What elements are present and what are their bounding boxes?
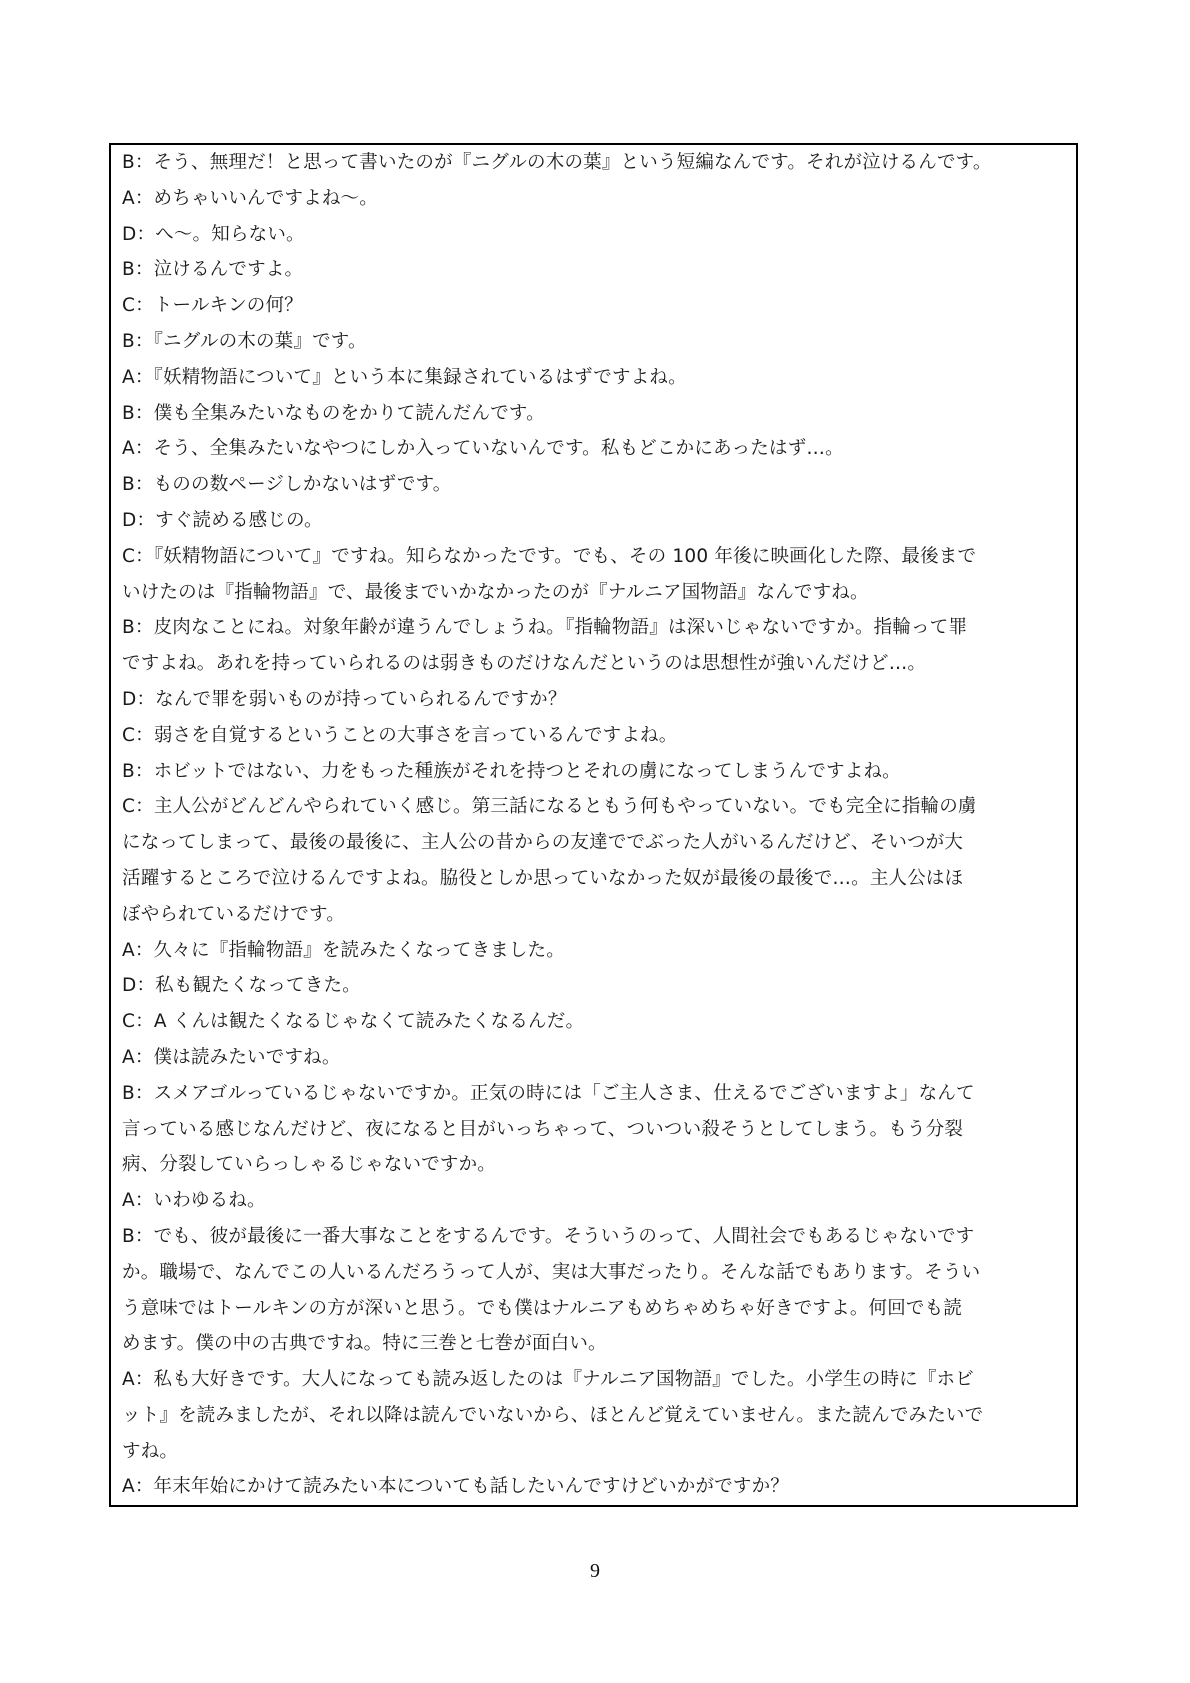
transcript-line: か。職場で、なんでこの人いるんだろうって人が、実は大事だったり。そんな話でもあります。そうい [122,1261,981,1283]
transcript-line: ですよね。あれを持っていられるのは弱きものだけなんだというのは思想性が強いんだけど…。 [122,653,927,675]
transcript-line: 言っている感じなんだけど、夜になると目がいっちゃって、ついつい殺そうとしてしまう。もう分裂 [122,1118,964,1140]
transcript-line: B：スメアゴルっているじゃないですか。正気の時には「ご主人さま、仕えるでございますよ」なんて [122,1082,975,1104]
transcript-line: C：トールキンの何？ [122,295,303,317]
transcript-line: D：へ〜。知らない。 [122,223,305,245]
transcript-line: 活躍するところで泣けるんですよね。脇役としか思っていなかった奴が最後の最後で…。主人公はほ [122,867,964,889]
transcript-line: 病、分裂していらっしゃるじゃないですか。 [122,1154,497,1176]
transcript-line: すね。 [122,1440,179,1462]
transcript-line: ぼやられているだけです。 [122,903,345,925]
transcript-line: B：でも、彼が最後に一番大事なことをするんです。そういうのって、人間社会でもあるじゃないです [122,1225,975,1247]
transcript-line: A：そう、全集みたいなやつにしか入っていないんです。私もどこかにあったはず…。 [122,438,844,460]
transcript-line: になってしまって、最後の最後に、主人公の昔からの友達ででぶった人がいるんだけど、そいつが大 [122,832,964,854]
page-number: 9 [590,1560,600,1582]
transcript-line: B：泣けるんですよ。 [122,259,304,281]
transcript-line: めます。僕の中の古典ですね。特に三巻と七巻が面白い。 [122,1333,607,1355]
transcript-line: D：すぐ読める感じの。 [122,509,323,531]
transcript-line: A：いわゆるね。 [122,1190,266,1212]
transcript-line: B：『ニグルの木の葉』です。 [122,330,367,352]
transcript-line: ット』を読みましたが、それ以降は読んでいないから、ほとんど覚えていません。また読んでみたいで [122,1404,984,1426]
transcript-line: う意味ではトールキンの方が深いと思う。でも僕はナルニアもめちゃめちゃ好きですよ。何回でも読 [122,1297,963,1319]
transcript-line: C：弱さを自覚するということの大事さを言っているんですよね。 [122,724,678,746]
transcript-line: B：ものの数ページしかないはずです。 [122,474,452,496]
transcript-lines [122,145,1066,1505]
transcript-line: A：私も大好きです。大人になっても読み返したのは『ナルニア国物語』でした。小学生の時に『ホビ [122,1369,974,1391]
transcript-line: A：久々に『指輪物語』を読みたくなってきました。 [122,939,565,961]
transcript-line: A：年末年始にかけて読みたい本についても話したいんですけどいかがですか？ [122,1476,789,1498]
transcript-line: C：主人公がどんどんやられていく感じ。第三話になるともう何もやっていない。でも完全に指輪の虜 [122,796,977,818]
transcript-line: A：僕は読みたいですね。 [122,1046,341,1068]
transcript-line: B：ホビットではない、力をもった種族がそれを持つとそれの虜になってしまうんですよね。 [122,760,901,782]
transcript-line: B：皮肉なことにね。対象年齢が違うんでしょうね。『指輪物語』は深いじゃないですか。指輪って罪 [122,617,968,639]
transcript-line: B：そう、無理だ！と思って書いたのが『ニグルの木の葉』という短編なんです。それが泣けるんです。 [122,152,992,173]
transcript-line: A：『妖精物語について』という本に集録されているはずですよね。 [122,366,687,388]
transcript-line: D：なんで罪を弱いものが持っていられるんですか？ [122,688,567,710]
transcript-line: D：私も観たくなってきた。 [122,975,361,997]
transcript-line: A：めちゃいいんですよね〜。 [122,187,378,209]
transcript-line: C：A くんは観たくなるじゃなくて読みたくなるんだ。 [122,1011,585,1033]
transcript-line: B：僕も全集みたいなものをかりて読んだんです。 [122,402,545,424]
transcript-box [109,143,1078,1507]
transcript-line: C：『妖精物語について』ですね。知らなかったです。でも、その 100 年後に映画化した際、最後まで [122,545,977,567]
transcript-line: いけたのは『指輪物語』で、最後までいかなかったのが『ナルニア国物語』なんですね。 [122,581,869,603]
